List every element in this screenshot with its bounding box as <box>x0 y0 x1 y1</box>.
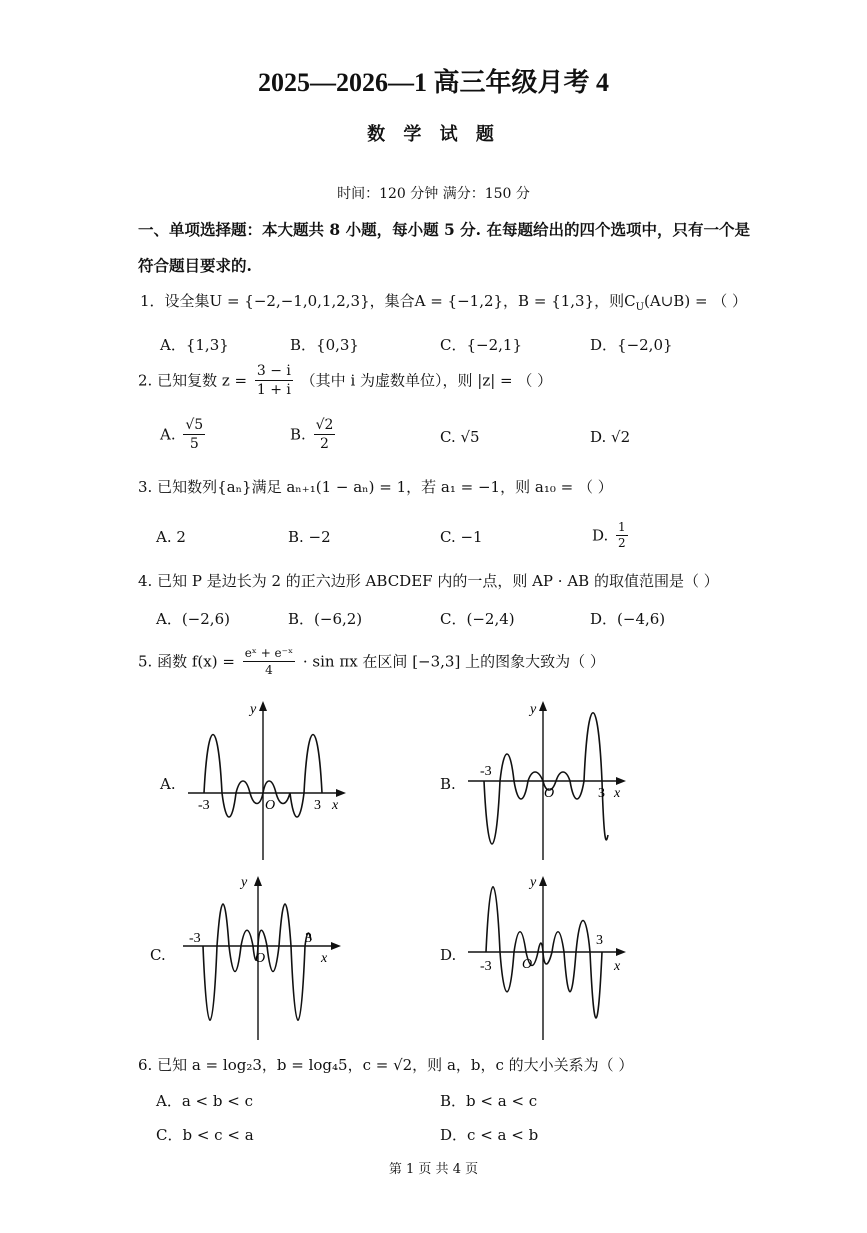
question-1-sub: U <box>635 302 645 313</box>
q5-option-d-label[interactable]: D. <box>440 946 457 964</box>
q5-option-c-label[interactable]: C. <box>150 946 166 964</box>
q5-graph-a[interactable] <box>180 695 360 865</box>
section-heading-line1: 一、单项选择题：本大题共 8 小题，每小题 5 分. 在每题给出的四个选项中，只有一个是 <box>138 220 750 239</box>
x-axis-arrow <box>616 948 626 956</box>
y-axis-arrow <box>539 701 547 711</box>
x-axis-arrow <box>616 777 626 785</box>
q3-option-b[interactable]: B. −2 <box>288 528 331 546</box>
q2-option-b-den: 2 <box>320 436 329 452</box>
q6-option-a[interactable]: A．a < b < c <box>156 1092 253 1110</box>
x-axis-arrow <box>331 942 341 950</box>
q3-option-c[interactable]: C. −1 <box>440 528 483 546</box>
graph-a-y: y <box>250 702 257 717</box>
question-5-tail: · sin πx 在区间 [−3,3] 上的图象大致为（ ） <box>302 652 605 671</box>
q1-option-b[interactable]: B．{0,3} <box>290 336 359 354</box>
q2-option-b[interactable] <box>290 416 338 453</box>
question-2-fraction <box>255 362 293 399</box>
y-axis-arrow <box>539 876 547 886</box>
q3-option-d-label: D. <box>592 526 609 545</box>
graph-a-pos: 3 <box>314 798 321 813</box>
q6-option-b[interactable]: B．b < a < c <box>440 1092 538 1110</box>
q1-option-a[interactable]: A．{1,3} <box>160 336 229 354</box>
q2-option-b-fraction <box>314 416 336 453</box>
graph-d-pos: 3 <box>596 933 603 948</box>
q1-option-d[interactable]: D．{−2,0} <box>590 336 673 354</box>
q2-option-d[interactable]: D. √2 <box>590 428 631 446</box>
graph-d-x: x <box>614 959 621 974</box>
graph-a-origin: O <box>265 798 276 813</box>
q4-option-b[interactable]: B．(−6,2) <box>288 610 363 628</box>
page-footer: 第 1 页 共 4 页 <box>388 1162 479 1177</box>
q2-option-b-label: B. <box>290 425 306 444</box>
question-2-tail: （其中 i 为虚数单位），则 |z| = （ ） <box>300 371 553 390</box>
q4-option-d[interactable]: D．(−4,6) <box>590 610 666 628</box>
q4-option-a[interactable]: A．(−2,6) <box>156 610 230 628</box>
q5-option-b-label[interactable]: B. <box>440 775 456 793</box>
question-5-denominator: 4 <box>265 663 273 677</box>
question-4: 4. 已知 P 是边长为 2 的正六边形 ABCDEF 内的一点，则 AP · AB 的取值范围是（ ） <box>138 572 719 590</box>
question-2 <box>138 362 552 399</box>
question-6: 6. 已知 a = log₂3，b = log₄5，c = √2，则 a，b，c 的大小关系为（ ） <box>138 1056 634 1074</box>
q2-option-a[interactable] <box>160 416 208 453</box>
curve-b <box>484 713 608 844</box>
q2-option-a-fraction <box>183 416 205 453</box>
q2-option-b-num: √2 <box>315 417 334 433</box>
q5-graph-b[interactable] <box>460 695 640 865</box>
q2-option-a-den: 5 <box>189 436 199 452</box>
question-5-pre: 5. 函数 f(x) = <box>138 652 235 671</box>
question-2-numerator: 3 − i <box>256 363 291 379</box>
y-axis-arrow <box>259 701 267 711</box>
q5-option-a-label[interactable]: A. <box>160 775 176 793</box>
graph-b-origin: O <box>544 786 555 801</box>
q5-graph-d[interactable] <box>460 870 640 1045</box>
graph-d-neg: -3 <box>480 959 492 974</box>
q1-option-c[interactable]: C．{−2,1} <box>440 336 522 354</box>
q3-option-d-den: 2 <box>618 536 626 550</box>
graph-c-origin: O <box>255 951 266 966</box>
question-1-tail: (A∪B) = （ ） <box>644 292 748 310</box>
graph-d-y: y <box>530 875 537 890</box>
y-axis-arrow <box>254 876 262 886</box>
question-5-numerator: eˣ + e⁻ˣ <box>244 646 294 660</box>
q6-option-c[interactable]: C．b < c < a <box>156 1126 254 1144</box>
graph-a-neg: -3 <box>198 798 210 813</box>
exam-info: 时间：120 分钟 满分：150 分 <box>337 186 530 202</box>
q3-option-a[interactable]: A. 2 <box>156 528 186 546</box>
q4-option-c[interactable]: C．(−2,4) <box>440 610 515 628</box>
exam-title: 2025—2026—1 高三年级月考 4 <box>257 68 609 97</box>
q2-option-c[interactable]: C. √5 <box>440 428 480 446</box>
question-5 <box>138 645 605 678</box>
graph-b-pos: 3 <box>598 786 605 801</box>
question-3: 3. 已知数列{aₙ}满足 aₙ₊₁(1 − aₙ) = 1，若 a₁ = −1，则 a₁₀ = （ ） <box>138 478 613 496</box>
question-1-stem: 1．设全集U = {−2,−1,0,1,2,3}，集合A = {−1,2}，B = {1,3}，则C <box>140 292 636 310</box>
x-axis-arrow <box>336 789 346 797</box>
graph-b-x: x <box>614 786 621 801</box>
question-1 <box>140 290 747 313</box>
graph-c-neg: -3 <box>189 931 201 946</box>
q5-graph-c[interactable] <box>175 870 355 1045</box>
question-5-fraction <box>243 645 295 678</box>
question-2-pre: 2. 已知复数 z = <box>138 371 248 390</box>
graph-c-y: y <box>241 875 248 890</box>
q3-option-d[interactable] <box>592 520 631 551</box>
graph-a-x: x <box>332 798 339 813</box>
q3-option-d-fraction <box>616 520 628 551</box>
graph-b-y: y <box>530 702 537 717</box>
q6-option-d[interactable]: D．c < a < b <box>440 1126 539 1144</box>
graph-c-x: x <box>321 951 328 966</box>
q2-option-a-num: √5 <box>185 417 204 433</box>
exam-subtitle: 数 学 试 题 <box>367 124 500 145</box>
section-heading-line2: 符合题目要求的. <box>138 256 252 275</box>
q2-option-a-label: A. <box>160 425 176 444</box>
question-2-denominator: 1 + i <box>256 382 291 398</box>
q3-option-d-num: 1 <box>618 520 626 534</box>
graph-b-neg: -3 <box>480 764 492 779</box>
graph-d-origin: O <box>522 957 533 972</box>
graph-c-pos: 3 <box>305 931 312 946</box>
